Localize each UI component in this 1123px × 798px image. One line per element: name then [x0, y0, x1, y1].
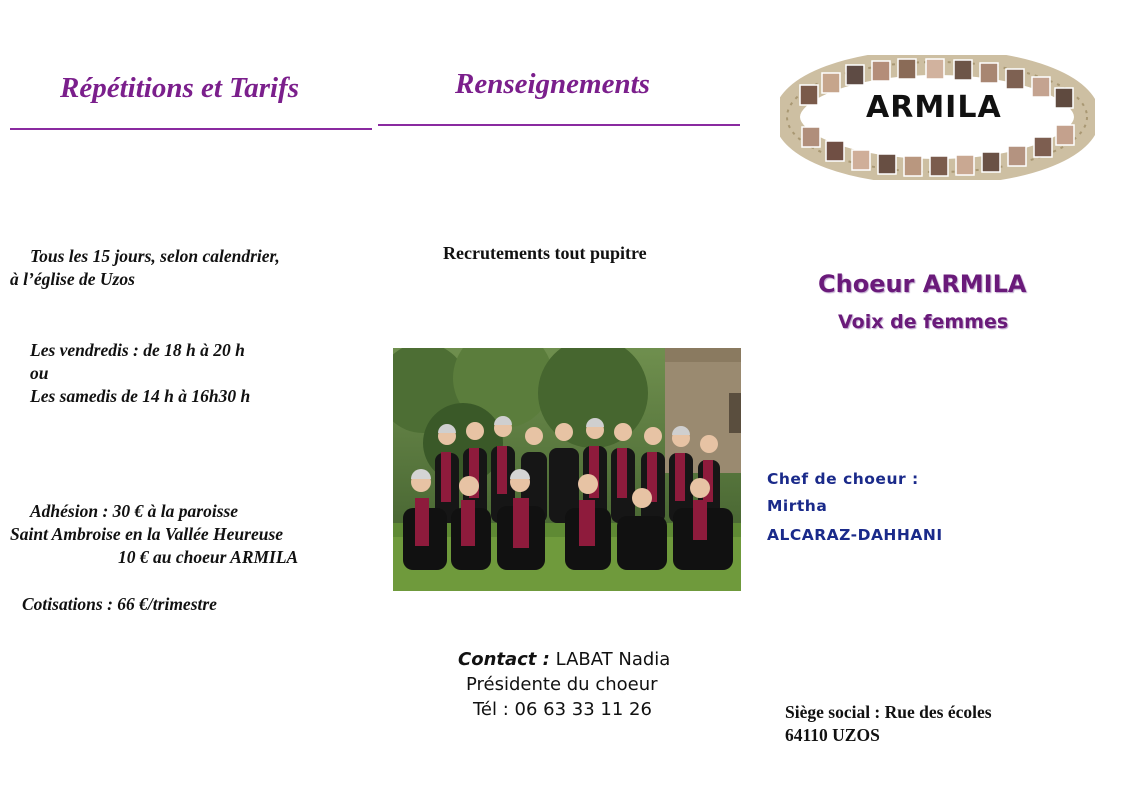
logo-text: ARMILA: [866, 90, 1002, 125]
middle-heading-rule: [378, 124, 740, 126]
renseignements-heading: Renseignements: [455, 68, 650, 100]
left-heading-rule: [10, 128, 372, 130]
or-text: ou: [30, 363, 49, 383]
membership-line-3: 10 € au choeur ARMILA: [118, 547, 299, 567]
address-line-1: Siège social : Rue des écoles: [785, 702, 992, 722]
contact-line: [458, 649, 670, 670]
address-line-2: 64110 UZOS: [785, 725, 880, 745]
chef-label: Chef de choeur :: [767, 470, 919, 488]
contact-phone: Tél : 06 63 33 11 26: [473, 699, 652, 720]
saturdays-schedule: Les samedis de 14 h à 16h30 h: [30, 386, 251, 406]
contact-name: LABAT Nadia: [555, 649, 671, 670]
armila-logo: [780, 55, 1095, 180]
dues-text: Cotisations : 66 €/trimestre: [22, 594, 217, 614]
choir-photo: [393, 348, 741, 591]
schedule-line-2: à l’église de Uzos: [10, 269, 135, 289]
choir-photo-illustration: [393, 348, 741, 591]
chef-last-name: ALCARAZ-DAHHANI: [767, 526, 943, 544]
contact-role: Présidente du choeur: [466, 674, 658, 695]
contact-label: Contact :: [458, 649, 550, 670]
recruitment-text: Recrutements tout pupitre: [443, 243, 647, 263]
membership-line-2: Saint Ambroise en la Vallée Heureuse: [10, 524, 284, 544]
choir-name: Choeur ARMILA: [818, 270, 1027, 298]
repetitions-heading: Répétitions et Tarifs: [60, 72, 299, 104]
chef-first-name: Mirtha: [767, 497, 828, 515]
fridays-schedule: Les vendredis : de 18 h à 20 h: [30, 340, 245, 360]
membership-line-1: Adhésion : 30 € à la paroisse: [30, 501, 239, 521]
schedule-line-1: Tous les 15 jours, selon calendrier,: [30, 246, 280, 266]
choir-subtitle: Voix de femmes: [838, 311, 1009, 333]
